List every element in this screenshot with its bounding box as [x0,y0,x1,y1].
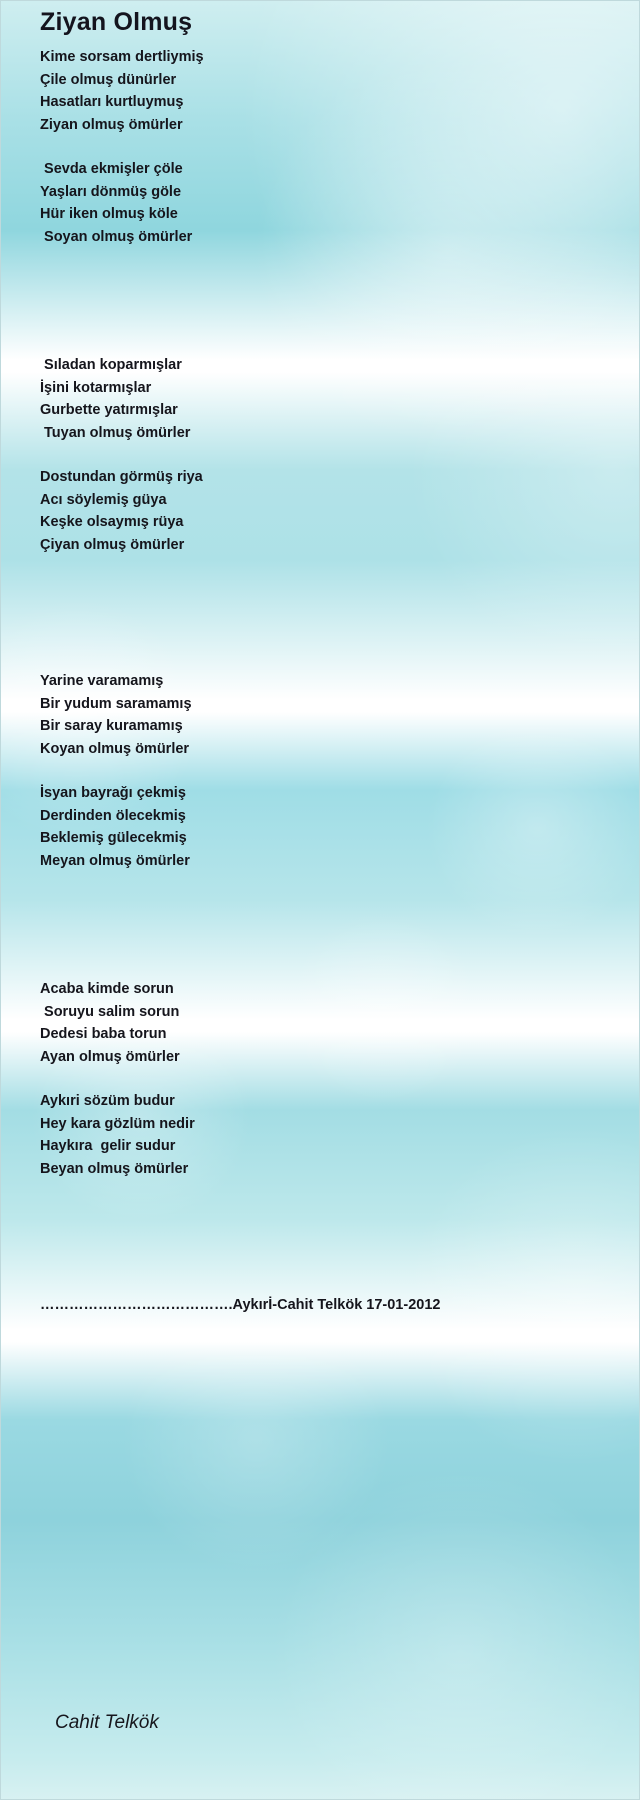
verse-line: Dostundan görmüş riya [40,469,203,485]
stanza-gap [40,894,580,978]
stanza [40,466,580,556]
stanza [40,158,580,248]
verse-line: Hey kara gözlüm nedir [40,1115,195,1132]
verse-line: Hasatları kurtluymuş [40,94,184,110]
verse-line: Ziyan olmuş ömürler [40,116,183,133]
verse-line: Dedesi baba torun [40,1026,167,1042]
verse-line: Beyan olmuş ömürler [40,1160,189,1177]
verse-line: Beklemiş gülecekmiş [40,830,187,846]
verse-line: Çile olmuş dünürler [40,71,177,88]
stanza [40,978,580,1068]
verse-line: Haykıra gelir sudur [40,1138,176,1154]
verse-line: İşini kotarmışlar [40,379,152,396]
verse-line: Sevda ekmişler çöle [40,161,183,177]
stanza [40,670,580,760]
verse-line: Hür iken olmuş köle [40,206,178,222]
verse-line: Keşke olsaymış rüya [40,514,184,530]
stanza-gap [40,578,580,670]
verse-line: Çiyan olmuş ömürler [40,536,185,553]
verse-line: Yarine varamamış [40,673,164,689]
verse-line: Soruyu salim sorun [40,1003,180,1020]
poem-body [40,46,580,1339]
verse-line: Yaşları dönmüş göle [40,183,182,200]
author-signature: Cahit Telkök [55,1712,159,1733]
verse-line: Bir saray kuramamış [40,718,183,734]
verse-line: Meyan olmuş ömürler [40,852,190,869]
verse-line: Sıladan koparmışlar [40,357,182,373]
page-title: Ziyan Olmuş [40,8,193,36]
verse-line: Acaba kimde sorun [40,981,174,997]
stanza-gap [40,1202,580,1294]
verse-line: Derdinden ölecekmiş [40,807,186,824]
verse-line: Kime sorsam dertliymiş [40,49,204,65]
verse-line: Koyan olmuş ömürler [40,740,190,757]
verse-line: Gurbette yatırmışlar [40,402,178,418]
stanza [40,46,580,136]
verse-line: Aykıri sözüm budur [40,1093,175,1109]
verse-line: İsyan bayrağı çekmiş [40,785,186,801]
poem-footer [40,1294,580,1317]
stanza [40,354,580,444]
stanza-gap [40,270,580,354]
verse-line: Tuyan olmuş ömürler [40,424,191,441]
verse-line: Soyan olmuş ömürler [40,228,193,245]
stanza [40,1090,580,1180]
stanza [40,782,580,872]
verse-line: Acı söylemiş güya [40,491,167,508]
verse-line: Bir yudum saramamış [40,695,192,712]
footer-attribution: ………………………………….Aykırİ-Cahit Telkök 17-01-2012 [40,1297,441,1313]
verse-line: Ayan olmuş ömürler [40,1048,180,1065]
